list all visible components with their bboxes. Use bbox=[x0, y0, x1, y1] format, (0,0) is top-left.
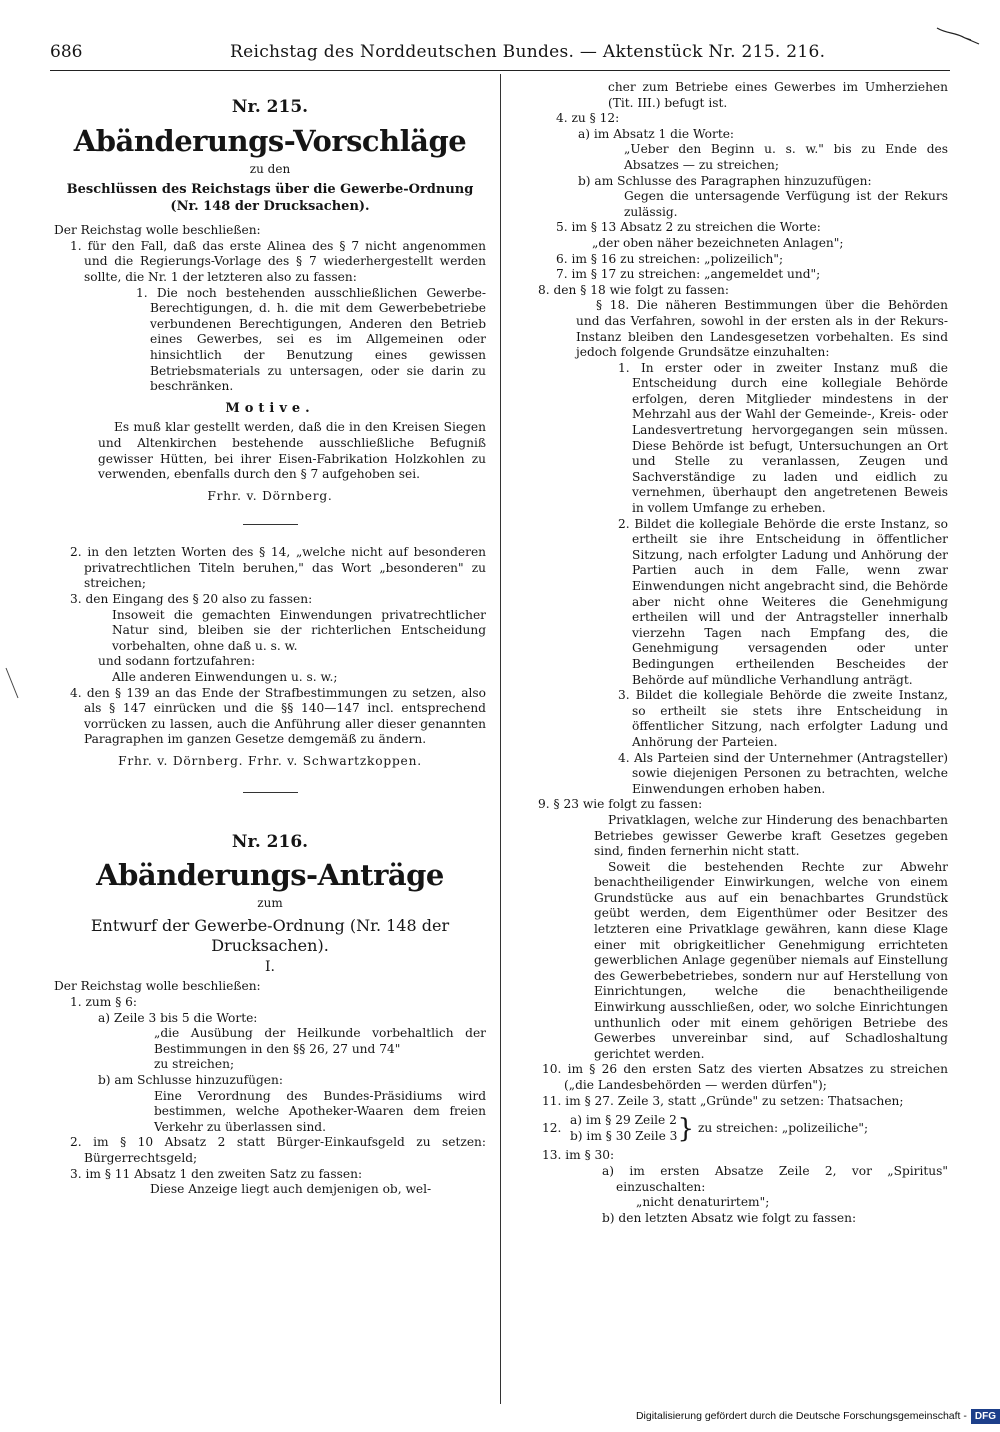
item-3: 3. den Eingang des § 20 also zu fassen: bbox=[70, 592, 313, 607]
item-1: 1. für den Fall, daß das erste Alinea des § 7 nicht angenommen und die Regierungs-Vorlage des § 7 wiederhergestellt werden sollte, die Nr. 1 der letzteren also zu fassen: bbox=[70, 238, 486, 284]
r-9-b: Soweit die bestehenden Rechte zur Abwehr benachtheiligender Einwirkungen, welche von einem Grundstücke aus auf ein benachbartes Grundstück geübt werden, dem Eigenthümer oder Besitzer des letzteren eine Privatklage gewähren, kann diese Klage einer mit obrigkeitlicher Genehmigung errichteten gewerblichen Anlage gegenüber niemals auf Einstellung des Gewerbebetriebes, sondern nur auf Herstellung von Einrichtungen, welche die benachtheiligende Einwirkung ausschließen, oder, wo solche Einrichtungen unthunlich oder mit einem gehörigen Betriebe des Gewerbes unvereinbar sind, auf Schadloshaltung gerichtet werden. bbox=[594, 859, 948, 1061]
running-title: Reichstag des Norddeutschen Bundes. — Aktenstück Nr. 215. 216. bbox=[230, 42, 826, 62]
r-13: 13. im § 30: bbox=[542, 1148, 615, 1163]
r-4a-quote: „Ueber den Beginn u. s. w." bis zu Ende des Absatzes — zu streichen; bbox=[624, 142, 948, 172]
beschluessen-title: Beschlüssen des Reichstags über die Gewerbe-Ordnung (Nr. 148 der Drucksachen). bbox=[66, 182, 474, 215]
dfg-logo: DFG bbox=[971, 1409, 1000, 1424]
brace-icon: } bbox=[677, 1113, 694, 1144]
r-8-4: 4. Als Parteien sind der Unternehmer (Antragsteller) sowie diejenigen Personen zu betrachten, welche Einwendungen erhoben haben. bbox=[618, 750, 948, 796]
r-8-2: 2. Bildet die kollegiale Behörde die erste Instanz, so ertheilt sie ihre Entscheidung in öffentlicher Sitzung, nach erfolgter Ladung und Anhörung der Partien auch in dem Falle, wenn zwar Einwendungen nicht angebracht sind, die Behörde aber nicht ohne Weiteres die Genehmigung ertheilen will und der Antragsteller innerhalb vierzehn Tagen nach Empfang des, die Genehmigung versagenden oder unter Bedingungen ertheilenden Bescheides der Behörde auf mündliche Verhandlung anträgt. bbox=[618, 516, 948, 687]
item-3-und: und sodann fortzufahren: bbox=[98, 654, 256, 669]
divider bbox=[243, 524, 298, 525]
column-divider bbox=[500, 74, 501, 1404]
item-3-alle: Alle anderen Einwendungen u. s. w.; bbox=[112, 670, 338, 685]
divider bbox=[243, 792, 298, 793]
intro-216: Der Reichstag wolle beschließen: bbox=[54, 979, 261, 994]
q-1a-strike: zu streichen; bbox=[154, 1057, 235, 1072]
r-7: 7. im § 17 zu streichen: „angemeldet und"; bbox=[556, 267, 821, 282]
r-4b-text: Gegen die untersagende Verfügung ist der Rekurs zulässig. bbox=[624, 189, 948, 219]
item-1-1: 1. Die noch bestehenden ausschließlichen Gewerbe-Berechtigungen, d. h. die mit dem Gewerbebetriebe verbundenen Berechtigungen, Anderen den Betrieb eines Gewerbes, sei es im Allgemeinen oder hinsichtlich der Benutzung eines gewissen Betriebsmaterials zu untersagen, oder sie darin zu beschränken. bbox=[136, 285, 486, 394]
entwurf-title: Entwurf der Gewerbe-Ordnung (Nr. 148 der Drucksachen). bbox=[90, 915, 450, 955]
pen-mark-icon bbox=[935, 10, 985, 50]
q-1: 1. zum § 6: bbox=[70, 994, 138, 1009]
item-3-text: Insoweit die gemachten Einwendungen privatrechtlicher Natur sind, bleiben sie der richterlichen Entscheidung vorbehalten, ohne daß u. s. w. bbox=[112, 607, 486, 653]
title-216: Abänderungs-Anträge bbox=[96, 858, 444, 893]
footer-credit bbox=[636, 1407, 1000, 1425]
left-column bbox=[54, 80, 486, 1198]
item-2: 2. in den letzten Worten des § 14, „welche nicht auf besonderen privatrechtlichen Titeln beruhen," das Wort „besonderen" zu streichen; bbox=[70, 545, 486, 591]
q-3-text: Diese Anzeige liegt auch demjenigen ob, wel- bbox=[150, 1182, 432, 1197]
q-2: 2. im § 10 Absatz 2 statt Bürger-Einkaufsgeld zu setzen: Bürgerrechtsgeld; bbox=[70, 1135, 486, 1165]
r-12a: a) im § 29 Zeile 2 bbox=[570, 1113, 677, 1128]
q-3: 3. im § 11 Absatz 1 den zweiten Satz zu fassen: bbox=[70, 1166, 363, 1181]
r-4a: a) im Absatz 1 die Worte: bbox=[578, 126, 735, 141]
r-12b: b) im § 30 Zeile 3 bbox=[570, 1128, 678, 1143]
pen-stroke-icon bbox=[2, 664, 26, 704]
r-5-quote: „der oben näher bezeichneten Anlagen"; bbox=[592, 235, 844, 250]
q-1b: b) am Schlusse hinzuzufügen: bbox=[98, 1072, 283, 1087]
zum: zum bbox=[257, 896, 283, 911]
r-9-a: Privatklagen, welche zur Hinderung des benachbarten Betriebes gewisser Gewerbe kraft Gesetzes gegeben sind, finden fernerhin nicht statt. bbox=[594, 812, 948, 859]
r-0: cher zum Betriebe eines Gewerbes im Umherziehen (Tit. III.) befugt ist. bbox=[608, 80, 948, 110]
title-215: Abänderungs-Vorschläge bbox=[73, 123, 467, 158]
r-8-3: 3. Bildet die kollegiale Behörde die zweite Instanz, so ertheilt sie stets ihre Entscheidung in öffentlicher Sitzung, nach erfolgter Ladung und Anhörung der Parteien. bbox=[618, 688, 948, 749]
q-1a-quote: „die Ausübung der Heilkunde vorbehaltlich der Bestimmungen in den §§ 26, 27 und 74" bbox=[154, 1026, 486, 1056]
right-column bbox=[512, 80, 948, 1226]
r-8-1: 1. In erster oder in zweiter Instanz muß die Entscheidung durch eine kollegiale Behörde erfolgen, deren Mitglieder mindestens in der Mehrzahl aus der Wahl der Gemeinde-, Kreis- oder Landesvertretung hervorgegangen sein müssen. Diese Behörde ist befugt, Untersuchungen an Ort und Stelle zu veranlassen, Zeugen und Sachverständige zu laden und eidlich zu vernehmen, überhaupt den angetretenen Beweis in vollem Umfange zu erheben. bbox=[618, 360, 948, 516]
footer-text: Digitalisierung gefördert durch die Deutsche Forschungsgemeinschaft - bbox=[635, 1410, 967, 1422]
r-10: 10. im § 26 den ersten Satz des vierten Absatzes zu streichen („die Landesbehörden — werden dürfen"); bbox=[542, 1062, 948, 1092]
signature-1: Frhr. v. Dörnberg. bbox=[207, 488, 333, 503]
r-4b: b) am Schlusse des Paragraphen hinzuzufügen: bbox=[578, 173, 872, 188]
roman-one: I. bbox=[265, 958, 275, 975]
r-8-text: § 18. Die näheren Bestimmungen über die Behörden und das Verfahren, sowohl in der ersten als in der Rekurs-Instanz bleiben den Landesgesetzen vorbehalten. Es sind jedoch folgende Grundsätze einzuhalten: bbox=[576, 298, 948, 360]
r-4: 4. zu § 12: bbox=[556, 111, 620, 126]
motive-text: Es muß klar gestellt werden, daß die in den Kreisen Siegen und Altenkirchen bestehende ausschließliche Befugniß gewisser Hütten, bei ihrer Eisen-Fabrikation Holzkohlen zu verwenden, ebenfalls durch den § 7 aufgehoben sei. bbox=[98, 420, 486, 482]
r-8: 8. den § 18 wie folgt zu fassen: bbox=[538, 282, 729, 297]
page-number: 686 bbox=[50, 42, 83, 62]
nr215-heading: Nr. 215. bbox=[231, 97, 309, 117]
zu-den: zu den bbox=[249, 161, 291, 176]
signature-2: Frhr. v. Dörnberg. Frhr. v. Schwartzkoppen. bbox=[118, 754, 422, 768]
item-4: 4. den § 139 an das Ende der Strafbestimmungen zu setzen, also als § 147 einrücken und die §§ 140—147 incl. entsprechend vorrücken zu lassen, auch die Anführung aller dieser genannten Paragraphen im ganzen Gesetze demgemäß zu ändern. bbox=[70, 685, 486, 747]
q-1b-text: Eine Verordnung des Bundes-Präsidiums wird bestimmen, welche Apotheker-Waaren dem freien Verkehr zu überlassen sind. bbox=[154, 1088, 486, 1134]
r-13b: b) den letzten Absatz wie folgt zu fassen: bbox=[602, 1210, 857, 1225]
r-5: 5. im § 13 Absatz 2 zu streichen die Worte: bbox=[556, 220, 821, 235]
motive-heading: Motive. bbox=[225, 400, 315, 416]
r-9: 9. § 23 wie folgt zu fassen: bbox=[538, 797, 703, 812]
r-12-text: zu streichen: „polizeiliche"; bbox=[697, 1120, 869, 1135]
q-1a: a) Zeile 3 bis 5 die Worte: bbox=[98, 1010, 258, 1025]
r-11: 11. im § 27. Zeile 3, statt „Gründe" zu setzen: Thatsachen; bbox=[542, 1093, 904, 1108]
r-13a-quote: „nicht denaturirtem"; bbox=[636, 1195, 770, 1210]
r-12-number: 12. bbox=[542, 1120, 562, 1135]
r-12 bbox=[512, 1113, 948, 1144]
intro-215: Der Reichstag wolle beschließen: bbox=[54, 223, 261, 238]
r-6: 6. im § 16 zu streichen: „polizeilich"; bbox=[556, 251, 784, 266]
page-header bbox=[50, 40, 950, 71]
r-13a: a) im ersten Absatze Zeile 2, vor „Spiritus" einzuschalten: bbox=[602, 1163, 948, 1194]
nr216-heading: Nr. 216. bbox=[231, 831, 309, 852]
